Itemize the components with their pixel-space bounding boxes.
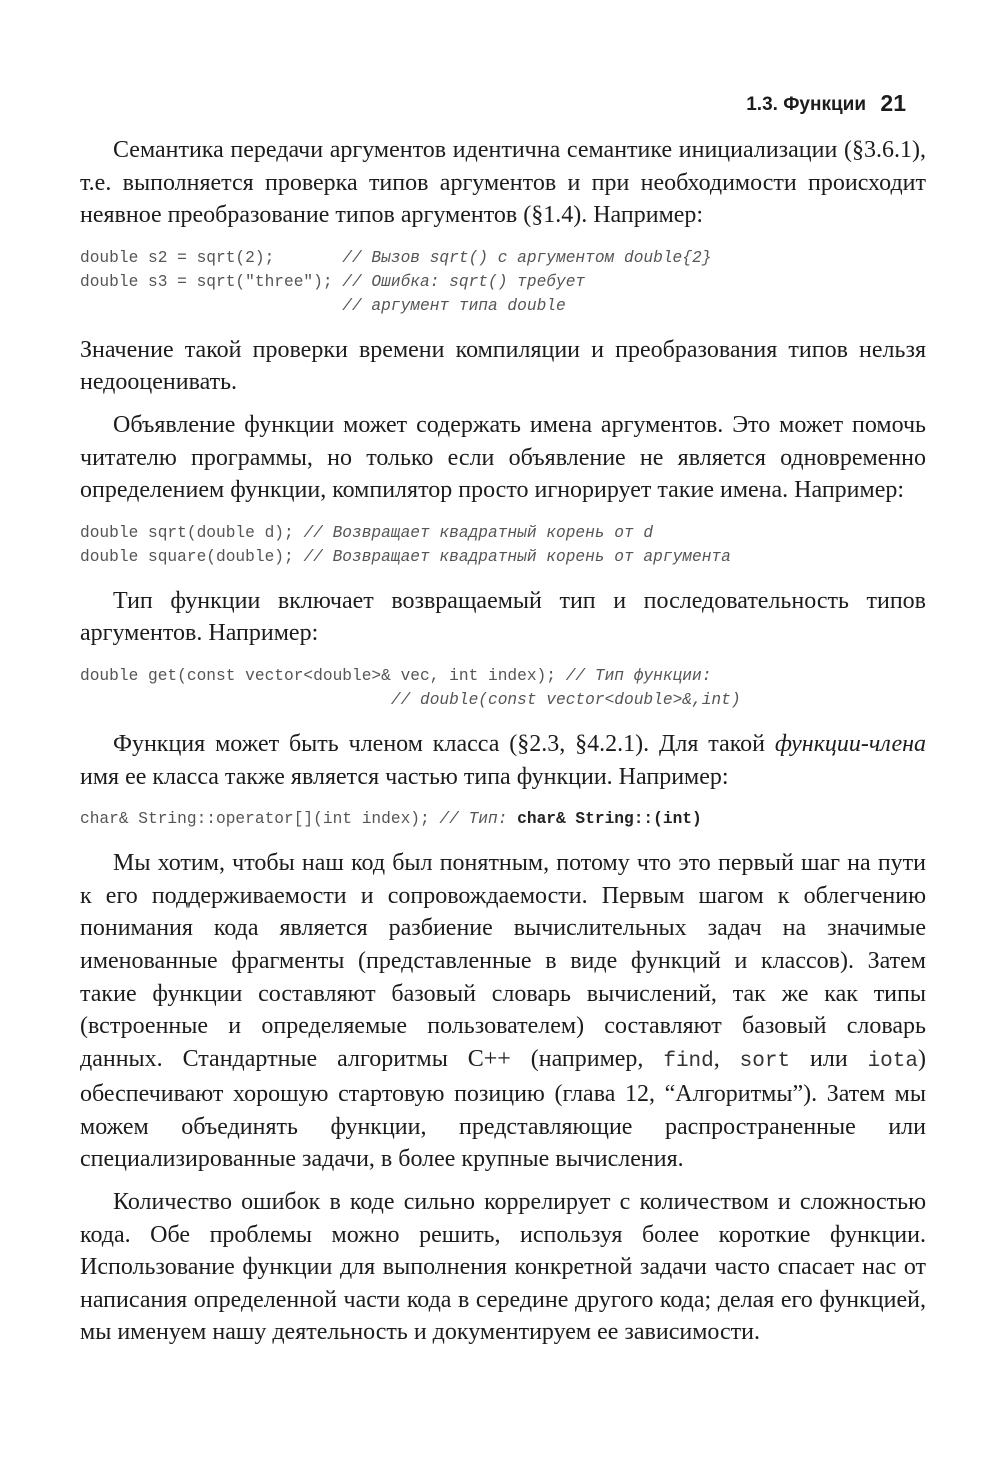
paragraph-1: Семантика передачи аргументов идентична семантике инициализации (§3.6.1), т.е. выполняется проверка типов аргументов и при необходимости происходит неявное преобразование типов аргументов (§1.4). Например: <box>80 137 926 229</box>
text-run: ) обеспечивают хорошую стартовую позицию (глава 12, “Алгоритмы”). Затем мы можем объединять функции, представляющие распространенные или специализированные задачи, в более крупные вычисления. <box>80 1045 926 1173</box>
section-title: 1.3. Функции <box>746 94 866 115</box>
paragraph-2: Значение такой проверки времени компиляции и преобразования типов нельзя недооценивать. <box>80 336 926 396</box>
text-run: имя ее класса также является частью типа функции. Например: <box>80 763 729 790</box>
code-indent <box>80 691 391 709</box>
code-indent <box>80 297 342 315</box>
code-comment: // double(const vector<double>&,int) <box>390 690 741 709</box>
paragraph-6 <box>80 847 926 1176</box>
paragraph-4: Тип функции включает возвращаемый тип и последовательность типов аргументов. Например: <box>80 587 926 647</box>
code-block-1 <box>80 246 926 318</box>
italic-term: функции-члена <box>774 730 926 757</box>
paragraph-7: Количество ошибок в коде сильно коррелирует с количеством и сложностью кода. Обе проблемы можно решить, используя более короткие функции. Использование функции для выполнения конкретной задачи часто спасает нас от написания определенной части кода в середине другого кода; делая его функцией, мы именуем нашу деятельность и документируем ее зависимости. <box>80 1189 926 1346</box>
paragraph-5 <box>80 728 926 793</box>
text-run: или <box>790 1045 868 1072</box>
code-line: double get(const vector<double>& vec, int index); <box>80 666 566 685</box>
code-comment: // Возвращает квадратный корень от d <box>303 523 654 542</box>
text-run: Функция может быть членом класса (§2.3, §4.2.1). Для такой <box>113 730 775 757</box>
code-comment: // Тип: <box>439 810 518 829</box>
code-line: double s2 = sqrt(2); <box>80 248 343 267</box>
text-run: Мы хотим, чтобы наш код был понятным, потому что это первый шаг на пути к его поддерживаемости и сопровождаемости. Первым шагом к облегчению понимания кода является разбиение вычислительных задач на значимые именованные фрагменты (представленные в виде функций и классов). Затем такие функции составляют базовый словарь вычислений, так же как типы (встроенные и определяемые пользователем) составляют базовый словарь данных. Стандартные алгоритмы C++ (например, <box>80 850 926 1072</box>
code-line: double square(double); <box>80 547 304 566</box>
inline-code-iota: iota <box>867 1049 918 1073</box>
code-bold-type: char& String::(int) <box>517 810 702 829</box>
book-page <box>80 88 926 1349</box>
code-line: double s3 = sqrt("three"); <box>80 272 343 291</box>
code-block-4 <box>80 807 926 831</box>
text-run: , <box>713 1045 740 1072</box>
code-line: char& String::operator[](int index); <box>80 810 440 829</box>
code-comment: // Возвращает квадратный корень от аргумента <box>303 547 731 566</box>
code-comment: // Тип функции: <box>565 666 712 685</box>
inline-code-find: find <box>663 1049 714 1073</box>
inline-code-sort: sort <box>739 1049 791 1073</box>
code-line: double sqrt(double d); <box>80 523 304 542</box>
code-block-3 <box>80 664 926 712</box>
paragraph-3: Объявление функции может содержать имена аргументов. Это может помочь читателю программы, но только если объявление не является одновременно определением функции, компилятор просто игнорирует такие имена. Например: <box>80 411 926 504</box>
code-block-2 <box>80 521 926 569</box>
code-comment: // Ошибка: sqrt() требует <box>342 272 586 291</box>
code-comment: // аргумент типа double <box>342 296 566 315</box>
page-number: 21 <box>880 90 906 116</box>
code-comment: // Вызов sqrt() с аргументом double{2} <box>342 248 712 267</box>
running-header <box>80 88 926 124</box>
